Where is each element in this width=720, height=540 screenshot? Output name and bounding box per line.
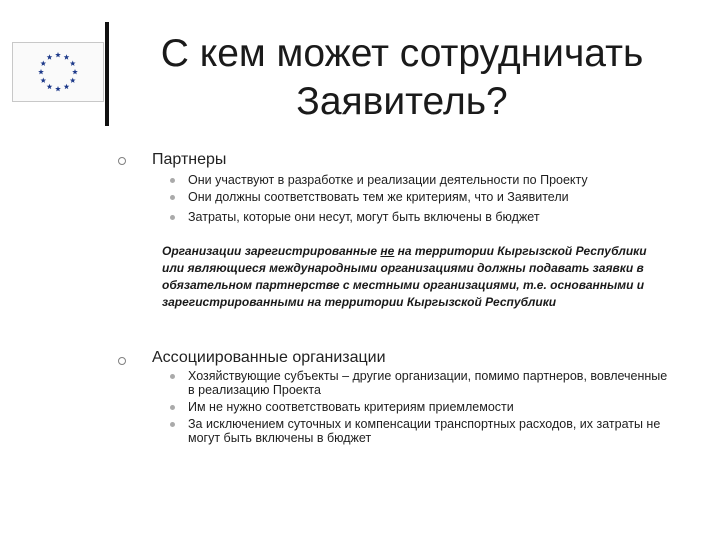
- eu-star-icon: [47, 54, 53, 59]
- partners-heading: Партнеры: [152, 151, 227, 168]
- bullet-dot-icon: [170, 374, 175, 379]
- note-text-part-1: Организации зарегистрированные: [162, 244, 381, 258]
- bullet-dot-icon: [170, 178, 175, 183]
- list-item-text: За исключением суточных и компенсации транспортных расходов, их затраты не могут быть включены в бюджет: [188, 417, 661, 445]
- note-text-part-2: на территории Кыргызской Республики или являющиеся международными организациями должны подавать заявки в обязательном партнерстве с местными организациями, т.е. основанными и зарегистрированными на территории Кыргызской Республики: [162, 244, 647, 309]
- eu-star-icon: [70, 78, 76, 83]
- eu-star-icon: [55, 52, 61, 57]
- section-bullet-icon: [118, 157, 126, 165]
- bullet-dot-icon: [170, 195, 175, 200]
- list-item-text: Хозяйствующие субъекты – другие организации, помимо партнеров, вовлеченные в реализацию Проекта: [188, 369, 668, 397]
- list-item-text: Затраты, которые они несут, могут быть включены в бюджет: [188, 210, 540, 224]
- list-item-text: Они должны соответствовать тем же критериям, что и Заявители: [188, 190, 569, 204]
- associated-heading: Ассоциированные организации: [152, 349, 386, 366]
- page-title-line-1: С кем может сотрудничать: [160, 32, 644, 75]
- eu-flag-icon: [13, 43, 103, 101]
- page-title: [112, 30, 692, 126]
- eu-star-icon: [55, 86, 61, 91]
- eu-star-icon: [64, 84, 70, 89]
- eu-star-icon: [70, 61, 76, 66]
- section-bullet-icon: [118, 357, 126, 365]
- foreign-organizations-note: [162, 243, 662, 311]
- bullet-dot-icon: [170, 405, 175, 410]
- eu-star-icon: [72, 69, 78, 74]
- eu-star-icon: [38, 69, 44, 74]
- title-divider: [105, 22, 109, 126]
- eu-star-icon: [64, 54, 70, 59]
- note-underlined-word: не: [380, 244, 395, 258]
- list-item-text: Им не нужно соответствовать критериям приемлемости: [188, 400, 514, 414]
- eu-flag-logo: [12, 42, 104, 102]
- bullet-dot-icon: [170, 422, 175, 427]
- list-item-text: Они участвуют в разработке и реализации деятельности по Проекту: [188, 173, 588, 187]
- eu-star-icon: [40, 78, 46, 83]
- page-title-line-2: Заявитель?: [296, 80, 508, 123]
- eu-star-icon: [47, 84, 53, 89]
- eu-star-icon: [40, 61, 46, 66]
- bullet-dot-icon: [170, 215, 175, 220]
